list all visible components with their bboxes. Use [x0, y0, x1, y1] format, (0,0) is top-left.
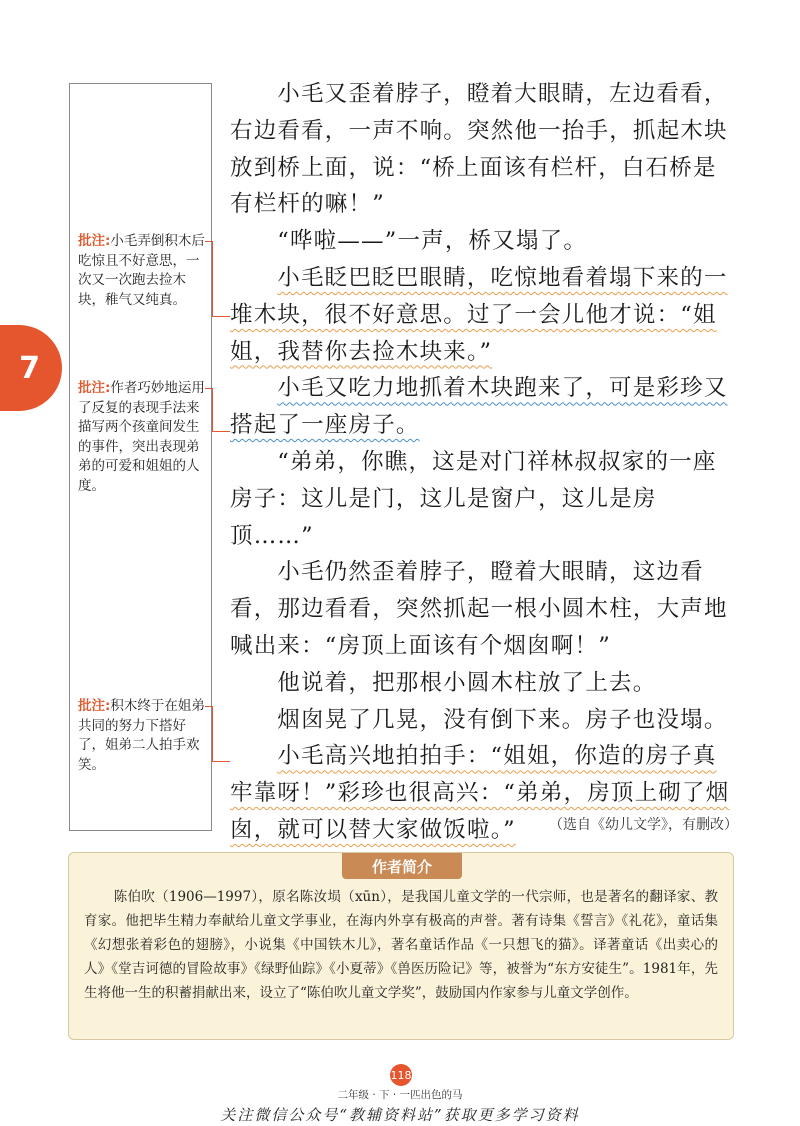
paragraph-underlined: 小毛又吃力地抓着木块跑来了，可是彩珍又搭起了一座房子。	[230, 375, 728, 439]
annotation-text: 积木终于在姐弟共同的努力下搭好了，姐弟二人拍手欢笑。	[78, 698, 205, 773]
paragraph: 小毛又歪着脖子，瞪着大眼睛，左边看看，右边看看，一声不响。突然他一抬手，抓起木块放到桥上面，说：“桥上面该有栏杆，白石桥是有栏杆的嘛！”	[230, 81, 728, 218]
annotation-connector	[212, 431, 230, 432]
footer-promo: 关注微信公众号“教辅资料站”获取更多学习资料	[220, 1106, 580, 1124]
annotation-label: 批注:	[78, 698, 111, 714]
chapter-tab: 7	[0, 325, 62, 411]
annotation-connector	[212, 388, 213, 432]
paragraph: “弟弟，你瞧，这是对门祥林叔叔家的一座房子：这儿是门，这儿是窗户，这儿是房顶……”	[230, 448, 717, 549]
annotation-connector	[212, 706, 213, 762]
annotation-2	[78, 379, 212, 496]
author-intro-body: 陈伯吹（1906—1997），原名陈汝埙（xūn），是我国儿童文学的一代宗师，也是著名的翻译家、教育家。他把毕生精力奉献给儿童文学事业，在海内外享有极高的声誉。著有诗集《誓言》《礼花》，童话集《幻想张着彩色的翅膀》，小说集《中国铁木儿》，著名童话作品《一只想飞的猫》。译著童话《出卖心的人》《堂吉诃德的冒险故事》《绿野仙踪》《小夏蒂》《兽医历险记》等，被誉为“东方安徒生”。1981年，先生将他一生的积蓄捐献出来，设立了“陈伯吹儿童文学奖”，鼓励国内作家参与儿童文学创作。	[84, 889, 718, 1001]
annotation-label: 批注:	[78, 380, 111, 396]
paragraph: 他说着，把那根小圆木柱放了上去。	[277, 669, 657, 696]
annotation-connector	[212, 316, 230, 317]
annotation-label: 批注:	[78, 233, 111, 249]
page-number: 118	[390, 1064, 412, 1086]
paragraph-underlined: 小毛眨巴眨巴眼睛，吃惊地看着塌下来的一堆木块，很不好意思。过了一会儿他才说：“姐姐，我替你去捡木块来。”	[230, 264, 728, 365]
annotation-1	[78, 232, 212, 310]
annotation-text: 作者巧妙地运用了反复的表现手法来描写两个孩童间发生的事件，突出表现弟弟的可爱和姐姐的人度。	[78, 380, 205, 494]
annotation-connector	[212, 241, 213, 317]
source-note: （选自《幼儿文学》，有删改）	[549, 817, 738, 833]
paragraph: 烟囱晃了几晃，没有倒下来。房子也没塌。	[277, 706, 728, 733]
story-text	[230, 76, 736, 849]
paragraph-underlined: 小毛高兴地拍拍手：“姐姐，你造的房子真牢靠呀！”彩珍也很高兴：“弟弟，房顶上砌了烟囱，就可以替大家做饭啦。”	[230, 743, 730, 843]
annotation-connector	[212, 761, 230, 762]
footer-subtitle: 二年级 · 下 · 一匹出色的马	[337, 1089, 463, 1101]
author-intro-title: 作者简介	[342, 853, 462, 879]
annotation-text: 小毛弄倒积木后吃惊且不好意思，一次又一次跑去捡木块，稚气又纯真。	[78, 233, 205, 308]
annotation-3	[78, 697, 212, 775]
paragraph: “哗啦——”一声，桥又塌了。	[277, 228, 588, 255]
paragraph: 小毛仍然歪着脖子，瞪着大眼睛，这边看看，那边看看，突然抓起一根小圆木柱，大声地喊出来：“房顶上面该有个烟囱啊！”	[230, 559, 728, 659]
